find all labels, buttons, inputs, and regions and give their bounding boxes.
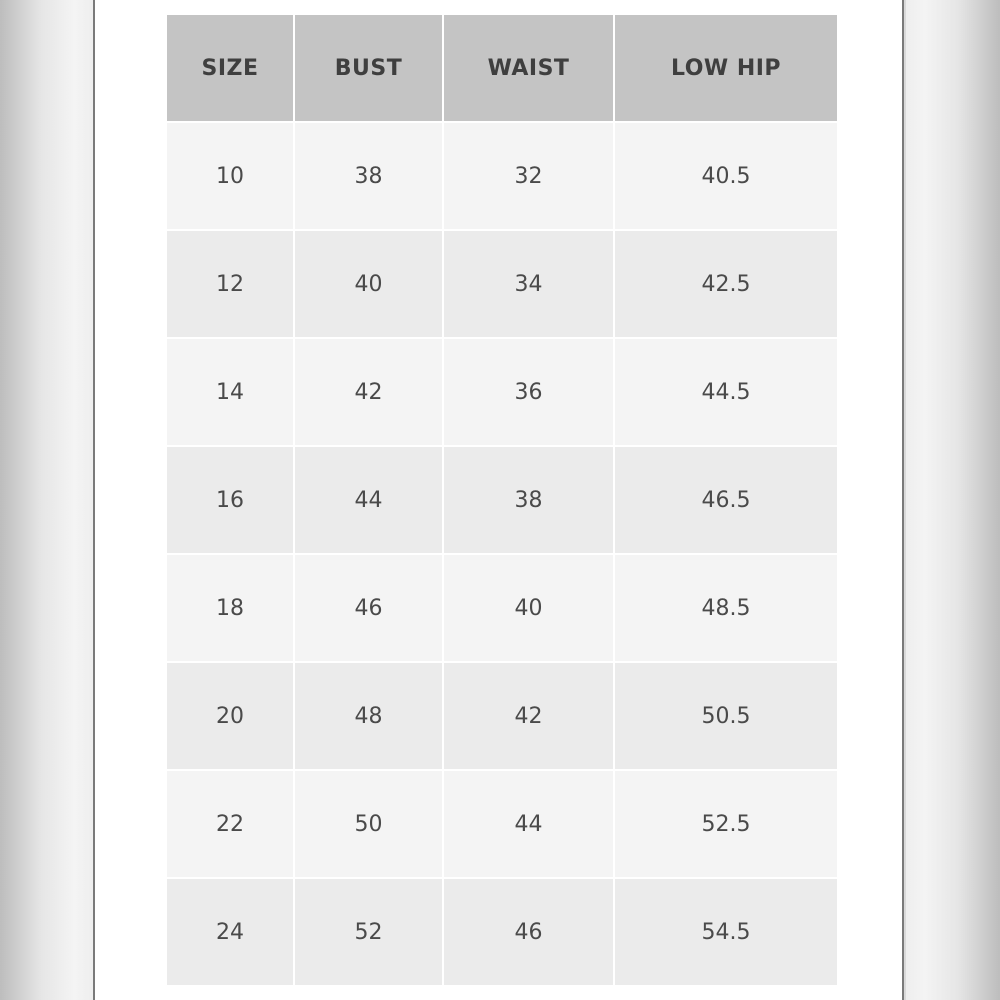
cell-size: 24	[166, 878, 294, 986]
cell-bust: 40	[294, 230, 443, 338]
cell-bust: 50	[294, 770, 443, 878]
cell-waist: 46	[443, 878, 614, 986]
cell-size: 10	[166, 122, 294, 230]
cell-size: 12	[166, 230, 294, 338]
cell-size: 20	[166, 662, 294, 770]
cell-bust: 38	[294, 122, 443, 230]
left-background	[0, 0, 93, 1000]
table-row	[166, 770, 838, 878]
table-row	[166, 662, 838, 770]
header-waist: WAIST	[443, 14, 614, 122]
header-size: SIZE	[166, 14, 294, 122]
cell-waist: 42	[443, 662, 614, 770]
header-bust: BUST	[294, 14, 443, 122]
cell-bust: 44	[294, 446, 443, 554]
size-chart-page	[93, 0, 904, 1000]
cell-low-hip: 54.5	[614, 878, 838, 986]
table-row	[166, 878, 838, 986]
cell-waist: 44	[443, 770, 614, 878]
cell-size: 18	[166, 554, 294, 662]
cell-low-hip: 40.5	[614, 122, 838, 230]
cell-size: 16	[166, 446, 294, 554]
cell-bust: 46	[294, 554, 443, 662]
cell-size: 22	[166, 770, 294, 878]
cell-waist: 40	[443, 554, 614, 662]
cell-bust: 52	[294, 878, 443, 986]
cell-waist: 38	[443, 446, 614, 554]
table-row	[166, 122, 838, 230]
cell-bust: 42	[294, 338, 443, 446]
cell-waist: 32	[443, 122, 614, 230]
cell-low-hip: 46.5	[614, 446, 838, 554]
table-row	[166, 230, 838, 338]
cell-low-hip: 52.5	[614, 770, 838, 878]
cell-low-hip: 44.5	[614, 338, 838, 446]
cell-waist: 36	[443, 338, 614, 446]
header-row	[166, 14, 838, 122]
cell-low-hip: 50.5	[614, 662, 838, 770]
cell-size: 14	[166, 338, 294, 446]
cell-low-hip: 48.5	[614, 554, 838, 662]
cell-low-hip: 42.5	[614, 230, 838, 338]
header-low-hip: LOW HIP	[614, 14, 838, 122]
size-chart-table	[165, 13, 839, 987]
table-row	[166, 446, 838, 554]
table-row	[166, 554, 838, 662]
cell-waist: 34	[443, 230, 614, 338]
cell-bust: 48	[294, 662, 443, 770]
right-background	[906, 0, 1000, 1000]
table-row	[166, 338, 838, 446]
